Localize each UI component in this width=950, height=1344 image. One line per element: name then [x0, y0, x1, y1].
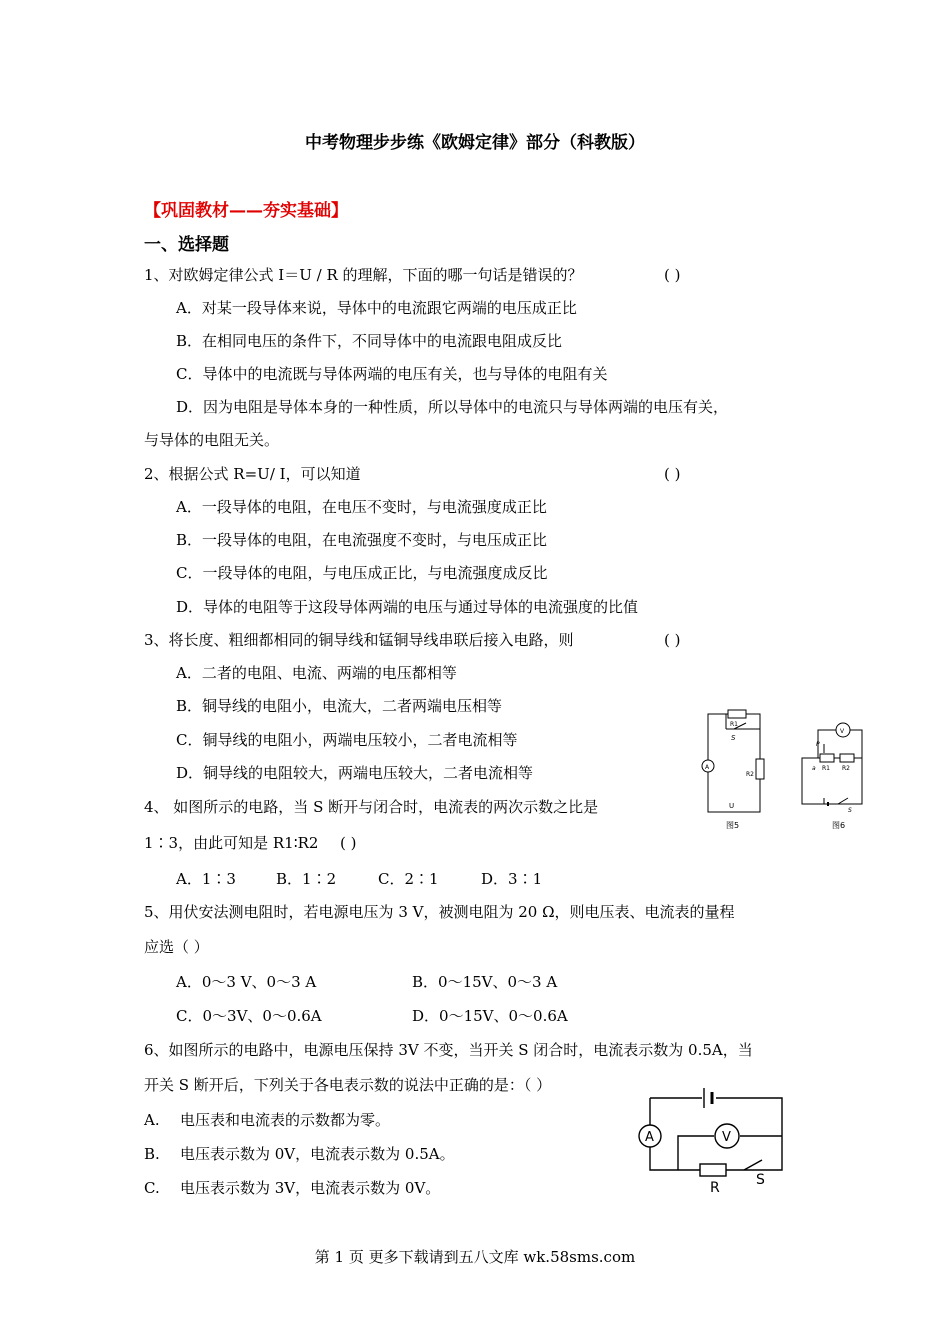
q5-stem-line2: 应选（ ）: [144, 938, 209, 956]
q1-stem: 1、对欧姆定律公式 I＝U / R 的理解，下面的哪一句话是错误的？: [144, 266, 583, 284]
q4-label-u: U: [729, 802, 735, 810]
q5-option-a: A．0～3 V、0～3 A: [176, 973, 317, 991]
q2-stem: 2、根据公式 R=U/ I，可以知道: [144, 465, 361, 483]
q4-resistor-r2: [756, 759, 764, 779]
q1-option-a: A．对某一段导体来说，导体中的电流跟它两端的电压成正比: [176, 299, 577, 317]
q4-answer-paren: ( ): [340, 834, 357, 852]
q6-option-b: 电压表示数为 0V，电流表示数为 0.5A。: [180, 1145, 455, 1163]
q1-option-b: B．在相同电压的条件下，不同导体中的电流跟电阻成反比: [176, 332, 563, 350]
q4-figure-caption: 图5: [726, 821, 740, 830]
q6-option-a: 电压表和电流表的示数都为零。: [180, 1111, 391, 1129]
q3-answer-paren: ( ): [664, 631, 681, 649]
q2-option-d: D．导体的电阻等于这段导体两端的电压与通过导体的电流强度的比值: [176, 598, 639, 616]
q5-label-s: S: [848, 807, 852, 814]
q1-answer-paren: ( ): [664, 266, 681, 284]
q6-label-r: R: [710, 1180, 720, 1196]
q6-switch: [744, 1160, 762, 1170]
q4-option-a: A．1∶3: [176, 870, 236, 888]
q4-option-b: B．1∶2: [276, 870, 337, 888]
q4-option-d: D．3∶1: [481, 870, 543, 888]
section-banner: 【巩固教材——夯实基础】: [144, 201, 348, 221]
q5-switch: [838, 798, 848, 804]
section-heading: 一、选择题: [144, 235, 229, 255]
q5-option-d: D．0～15V、0～0.6A: [412, 1007, 568, 1025]
page-footer: 第 1 页 更多下载请到五八文库 wk.58sms.com: [314, 1248, 636, 1266]
q5-label-r1: R1: [822, 765, 830, 772]
q5-figure-caption: 图6: [832, 821, 846, 830]
q5-option-c: C．0～3V、0～0.6A: [176, 1007, 322, 1025]
q5-circuit-wires: [802, 758, 862, 804]
q6-label-s: S: [756, 1172, 765, 1188]
q4-label-s: S: [731, 734, 736, 742]
q5-resistor-r2: [840, 754, 854, 762]
q1-option-c: C．导体中的电流既与导体两端的电压有关，也与导体的电阻有关: [176, 365, 608, 383]
page-title: 中考物理步步练《欧姆定律》部分（科教版）: [305, 133, 645, 153]
q1-option-d-line1: D．因为电阻是导体本身的一种性质，所以导体中的电流只与导体两端的电压有关，: [176, 398, 729, 416]
q5-circuit-diagram: [798, 710, 868, 840]
q6-option-a-letter: A.: [144, 1111, 160, 1129]
q4-label-a: A: [705, 764, 710, 771]
q5-label-a: a: [812, 765, 816, 772]
q6-option-c-letter: C.: [144, 1179, 160, 1197]
q3-option-b: B．铜导线的电阻小，电流大，二者两端电压相等: [176, 697, 503, 715]
q2-option-a: A．一段导体的电阻，在电压不变时，与电流强度成正比: [176, 498, 547, 516]
q6-label-v: V: [722, 1130, 731, 1145]
q6-label-a: A: [645, 1130, 654, 1145]
q3-stem: 3、将长度、粗细都相同的铜导线和锰铜导线串联后接入电路，则: [144, 631, 574, 649]
q4-resistor-r1: [728, 710, 746, 718]
q6-circuit-diagram: [636, 1080, 806, 1210]
q3-option-d: D．铜导线的电阻较大，两端电压较大，二者电流相等: [176, 764, 534, 782]
q5-option-b: B．0～15V、0～3 A: [412, 973, 558, 991]
q5-label-v: V: [840, 728, 845, 735]
q2-option-c: C．一段导体的电阻，与电压成正比，与电流强度成反比: [176, 564, 548, 582]
q5-resistor-r1: [820, 754, 834, 762]
q4-label-r2: R2: [746, 771, 754, 778]
q4-stem-line1: 4、 如图所示的电路，当 S 断开与闭合时，电流表的两次示数之比是: [144, 798, 599, 816]
q1-option-d-line2: 与导体的电阻无关。: [144, 431, 280, 449]
q5-stem-line1: 5、用伏安法测电阻时，若电源电压为 3 V，被测电阻为 20 Ω，则电压表、电流表的量程: [144, 903, 735, 921]
q4-label-r1: R1: [730, 721, 738, 728]
q6-option-b-letter: B.: [144, 1145, 160, 1163]
q4-option-c: C．2∶1: [378, 870, 439, 888]
q3-option-c: C．铜导线的电阻小，两端电压较小，二者电流相等: [176, 731, 518, 749]
q5-label-r2: R2: [842, 765, 850, 772]
q6-option-c: 电压表示数为 3V，电流表示数为 0V。: [180, 1179, 441, 1197]
q4-stem-line2: 1∶3，由此可知是 R1∶R2: [144, 834, 319, 852]
q6-stem-line1: 6、如图所示的电路中，电源电压保持 3V 不变，当开关 S 闭合时，电流表示数为 0.5A，当: [144, 1041, 753, 1059]
q2-answer-paren: ( ): [664, 465, 681, 483]
q4-circuit-diagram: [696, 704, 766, 834]
q2-option-b: B．一段导体的电阻，在电流强度不变时，与电压成正比: [176, 531, 548, 549]
q6-stem-line2: 开关 S 断开后，下列关于各电表示数的说法中正确的是：（ ）: [144, 1076, 552, 1094]
q5-label-p: P: [816, 741, 820, 748]
q3-option-a: A．二者的电阻、电流、两端的电压都相等: [176, 664, 457, 682]
q6-resistor-r: [700, 1164, 726, 1176]
